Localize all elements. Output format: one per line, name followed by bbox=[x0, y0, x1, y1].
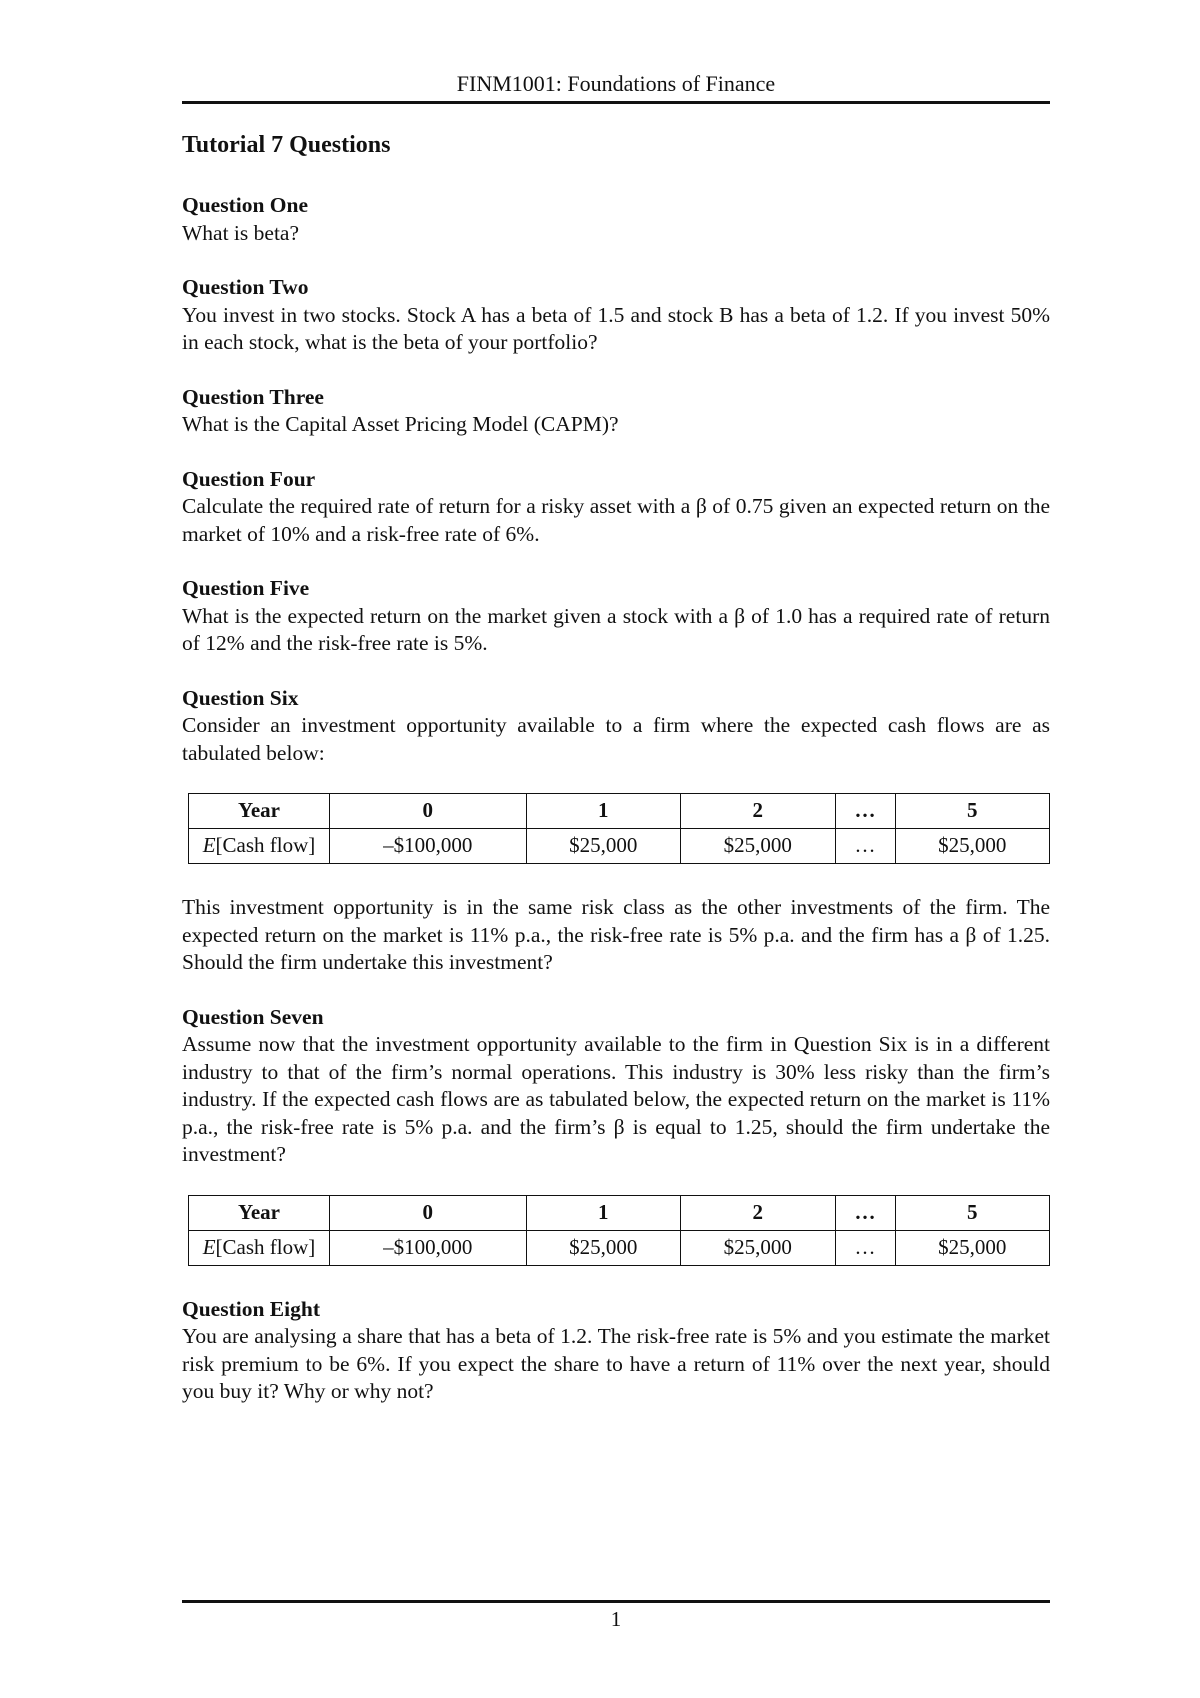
table-cell: … bbox=[835, 829, 895, 864]
table-header-cell: 5 bbox=[895, 794, 1050, 829]
table-header-row bbox=[189, 794, 1050, 829]
table-header-cell: Year bbox=[189, 794, 330, 829]
footer-rule bbox=[182, 1600, 1050, 1603]
table-header-cell: 1 bbox=[526, 1195, 681, 1230]
question-heading: Question Four bbox=[182, 466, 316, 491]
table-header-cell: 0 bbox=[330, 794, 527, 829]
table-cell: $25,000 bbox=[526, 1230, 681, 1265]
question-one bbox=[182, 192, 1050, 247]
question-three bbox=[182, 384, 1050, 439]
question-heading: Question One bbox=[182, 193, 309, 217]
table-header-cell: 1 bbox=[526, 794, 681, 829]
row-label-italic: E bbox=[202, 833, 216, 858]
table-header-cell: 5 bbox=[895, 1195, 1050, 1230]
cash-flow-table bbox=[188, 793, 1050, 864]
table-header-cell: 2 bbox=[681, 794, 836, 829]
question-five bbox=[182, 575, 1050, 658]
table-cell: $25,000 bbox=[526, 829, 681, 864]
question-heading: Question Six bbox=[182, 685, 299, 710]
question-four bbox=[182, 466, 1050, 549]
table-header-cell: 0 bbox=[330, 1195, 527, 1230]
question-text: What is the expected return on the market given a stock with a β of 1.0 has a required rate of return of 12% and the risk-free rate is 5%. bbox=[182, 603, 1050, 655]
table-cell: –$100,000 bbox=[330, 829, 527, 864]
question-text: Calculate the required rate of return for a risky asset with a β of 0.75 given an expected return on the market of 10% and a risk-free rate of 6%. bbox=[182, 494, 1050, 546]
row-label bbox=[189, 829, 330, 864]
page-number: 1 bbox=[610, 1607, 622, 1631]
table-cell: –$100,000 bbox=[330, 1230, 527, 1265]
question-six-followup: This investment opportunity is in the same risk class as the other investments of the firm. The expected return on the market is 11% p.a., the risk-free rate is 5% p.a. and the firm has a β of 1.25. Should the firm undertake this investment? bbox=[182, 895, 1050, 974]
table-header-cell: 2 bbox=[681, 1195, 836, 1230]
row-label-rest: [Cash flow] bbox=[215, 833, 316, 858]
table-cell: $25,000 bbox=[681, 829, 836, 864]
table-cell: $25,000 bbox=[895, 1230, 1050, 1265]
question-text: Consider an investment opportunity available to a firm where the expected cash flows are as tabulated below: bbox=[182, 713, 1050, 765]
question-heading: Question Five bbox=[182, 576, 310, 600]
table-cell: $25,000 bbox=[895, 829, 1050, 864]
question-text: Assume now that the investment opportunity available to the firm in Question Six is in a different industry to that of the firm’s normal operations. This industry is 30% less risky than the firm’s industry. If the expected cash flows are as tabulated below, the expected return on the market is 11% p.a., the risk-free rate is 5% p.a. and the firm’s β is equal to 1.25, should the firm undertake the investment? bbox=[182, 1032, 1050, 1166]
question-eight bbox=[182, 1296, 1050, 1406]
question-heading: Question Three bbox=[182, 384, 324, 409]
header-rule bbox=[182, 101, 1050, 104]
table-header-cell: … bbox=[835, 1195, 895, 1230]
table-header-row bbox=[189, 1195, 1050, 1230]
table-header-cell: … bbox=[835, 794, 895, 829]
table-row bbox=[189, 1230, 1050, 1265]
table-cell: $25,000 bbox=[681, 1230, 836, 1265]
table-cell: … bbox=[835, 1230, 895, 1265]
question-heading: Question Seven bbox=[182, 1004, 324, 1029]
question-two bbox=[182, 274, 1050, 357]
row-label-italic: E bbox=[202, 1234, 216, 1259]
question-text: What is the Capital Asset Pricing Model (CAPM)? bbox=[182, 412, 619, 436]
row-label-rest: [Cash flow] bbox=[215, 1234, 316, 1259]
table-header-cell: Year bbox=[189, 1195, 330, 1230]
question-text: What is beta? bbox=[182, 220, 300, 245]
question-text: You are analysing a share that has a beta of 1.2. The risk-free rate is 5% and you estimate the market risk premium to be 6%. If you expect the share to have a return of 11% over the next year, should you buy it? Why or why not? bbox=[182, 1324, 1050, 1403]
question-heading: Question Eight bbox=[182, 1296, 320, 1321]
cash-flow-table bbox=[188, 1195, 1050, 1266]
question-six bbox=[182, 685, 1050, 768]
row-label bbox=[189, 1230, 330, 1265]
table-row bbox=[189, 829, 1050, 864]
question-seven bbox=[182, 1004, 1050, 1169]
question-text: You invest in two stocks. Stock A has a beta of 1.5 and stock B has a beta of 1.2. If you invest 50% in each stock, what is the beta of your portfolio? bbox=[182, 302, 1050, 354]
tutorial-title: Tutorial 7 Questions bbox=[182, 132, 391, 158]
page-header: FINM1001: Foundations of Finance bbox=[456, 71, 776, 96]
document-body bbox=[182, 130, 1050, 1433]
question-heading: Question Two bbox=[182, 275, 309, 299]
